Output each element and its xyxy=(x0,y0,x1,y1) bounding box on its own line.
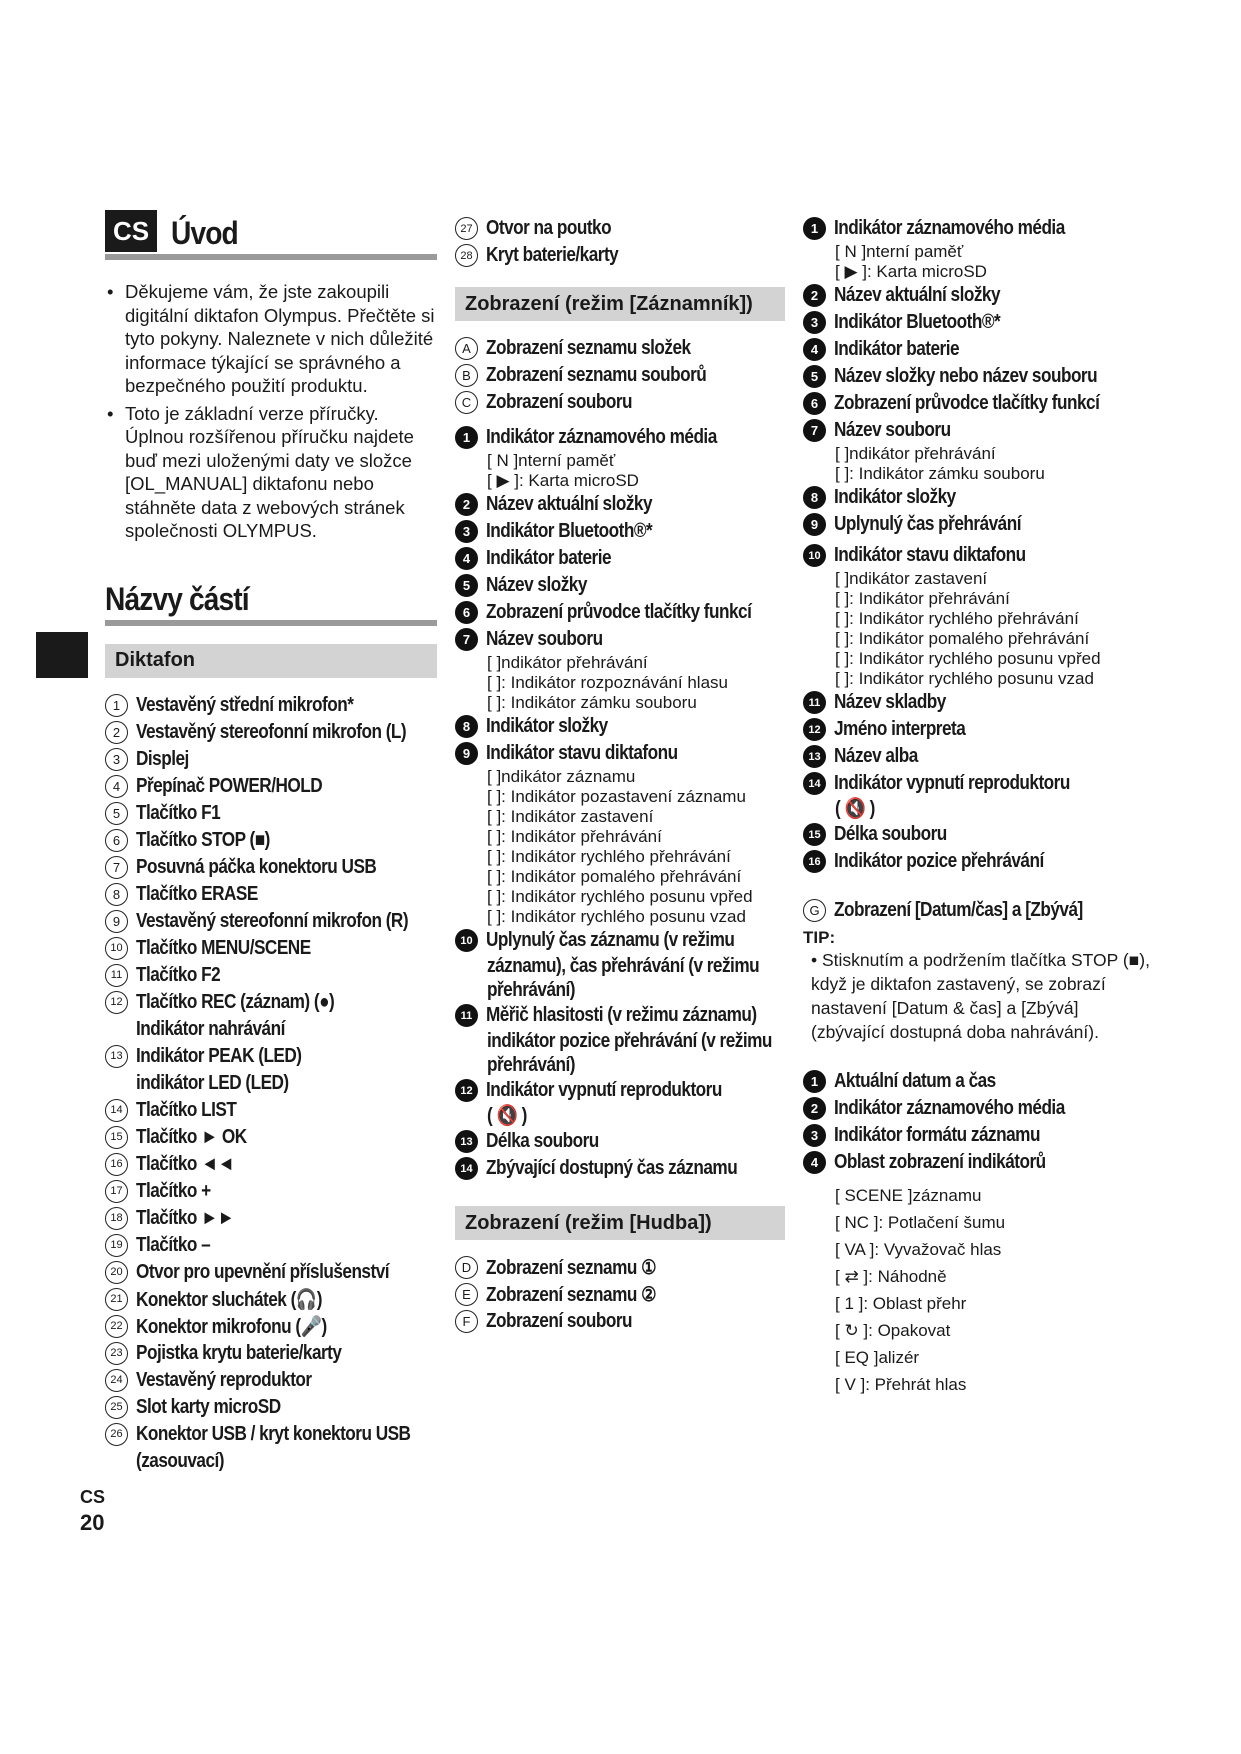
item-label: Tlačítko F1 xyxy=(136,801,221,824)
indicator-icon-row: [ ⇄ ]: Náhodně xyxy=(835,1267,947,1286)
indicator-icon-list xyxy=(803,1182,1153,1398)
num-5: 5 xyxy=(455,574,478,597)
list-item xyxy=(455,1308,785,1335)
sub: [ ]: Indikátor rychlého posunu vzad xyxy=(835,669,1094,688)
sub: [ ]: Indikátor přehrávání xyxy=(487,827,662,846)
sub: [ ]: Indikátor rychlého posunu vpřed xyxy=(487,887,753,906)
sub: [ ]: Indikátor pozastavení záznamu xyxy=(487,787,746,806)
list-item xyxy=(105,1286,437,1313)
label: Uplynulý čas záznamu (v režimu xyxy=(486,929,735,951)
parts-list xyxy=(105,692,437,1475)
item-label: Tlačítko ► OK xyxy=(136,1125,247,1148)
label: Indikátor pozice přehrávání xyxy=(834,850,1044,872)
list-item xyxy=(105,773,437,800)
label-cont: ( 🔇 ) xyxy=(835,798,875,820)
sub: [ ]: Indikátor rychlého posunu vzad xyxy=(487,907,746,926)
item-number: 21 xyxy=(105,1288,128,1311)
list-item xyxy=(455,242,785,269)
list-item xyxy=(105,935,437,962)
sub: [ ]ndikátor záznamu xyxy=(487,767,636,786)
item-number: 24 xyxy=(105,1369,128,1392)
list-item xyxy=(105,1178,437,1205)
page-number: 20 xyxy=(80,1510,105,1535)
num-11: 11 xyxy=(455,1004,478,1027)
item-label: indikátor LED (LED) xyxy=(136,1071,289,1094)
num-7: 7 xyxy=(455,628,478,651)
label: Název souboru xyxy=(834,419,951,441)
num-4: 4 xyxy=(803,1151,826,1174)
list-item xyxy=(105,746,437,773)
band-diktafon xyxy=(105,644,437,678)
item-label: Indikátor PEAK (LED) xyxy=(136,1044,302,1067)
list-item xyxy=(105,1043,437,1070)
item-number: 1 xyxy=(105,694,128,717)
sub: [ ]: Indikátor rychlého přehrávání xyxy=(835,609,1079,628)
item-number: 23 xyxy=(105,1342,128,1365)
views-recorder xyxy=(455,335,785,416)
item-label: Pojistka krytu baterie/karty xyxy=(136,1341,342,1364)
item-number: 25 xyxy=(105,1396,128,1419)
section-title: Názvy částí xyxy=(105,580,249,617)
num-1: 1 xyxy=(803,1070,826,1093)
item-label: Zobrazení seznamu složek xyxy=(486,337,691,359)
item-label: Slot karty microSD xyxy=(136,1395,281,1418)
item-number: 28 xyxy=(455,244,478,267)
tip-text: • Stisknutím a podržením tlačítka STOP (■), když je diktafon zastavený, se zobrazí nastavení [Datum & čas] a [Zbývá] (zbývající dostupná doba nahrávání). xyxy=(811,950,1150,1042)
item-number: 4 xyxy=(105,775,128,798)
sub: [ ]ndikátor přehrávání xyxy=(835,444,996,463)
item-label: Zobrazení souboru xyxy=(486,391,633,413)
section-tab-marker xyxy=(36,632,88,678)
indicator-icon-row: [ 1 ]: Oblast přehr xyxy=(835,1294,967,1313)
item-label: Displej xyxy=(136,747,189,770)
indicator-icon-row: [ VA ]: Vyvažovač hlas xyxy=(835,1240,1002,1259)
item-number: 16 xyxy=(105,1153,128,1176)
band-label: Diktafon xyxy=(115,649,195,671)
num-14: 14 xyxy=(455,1157,478,1180)
list-item xyxy=(105,908,437,935)
num-9: 9 xyxy=(455,742,478,765)
date-indicators xyxy=(803,1068,1153,1398)
item-label: Zobrazení seznamu ② xyxy=(486,1284,657,1306)
label: Indikátor záznamového média xyxy=(834,1097,1065,1119)
list-item xyxy=(105,854,437,881)
item-label: Tlačítko ◄◄ xyxy=(136,1152,235,1175)
label: Indikátor vypnutí reproduktoru xyxy=(834,772,1070,794)
list-item xyxy=(105,1394,437,1421)
sub: [ ]: Indikátor pomalého přehrávání xyxy=(835,629,1090,648)
letter-g: G xyxy=(803,899,826,922)
num-16: 16 xyxy=(803,850,826,873)
list-item xyxy=(105,1340,437,1367)
column-3 xyxy=(803,215,1153,1398)
item-label: Tlačítko ►► xyxy=(136,1206,235,1229)
label: Oblast zobrazení indikátorů xyxy=(834,1151,1046,1173)
label: Zobrazení průvodce tlačítky funkcí xyxy=(486,601,752,623)
label: Délka souboru xyxy=(834,823,947,845)
label: Indikátor vypnutí reproduktoru xyxy=(486,1079,722,1101)
num-1: 1 xyxy=(803,217,826,240)
item-number: A xyxy=(455,337,478,360)
footer-lang: CS xyxy=(80,1487,106,1507)
sub: [ ]: Indikátor rychlého přehrávání xyxy=(487,847,731,866)
num-13: 13 xyxy=(803,745,826,768)
label: Zobrazení [Datum/čas] a [Zbývá] xyxy=(834,899,1083,921)
intro-bullets xyxy=(105,280,437,543)
item-number: 18 xyxy=(105,1207,128,1230)
list-item xyxy=(105,881,437,908)
num-12: 12 xyxy=(803,718,826,741)
item-label: Tlačítko + xyxy=(136,1179,211,1202)
num-9: 9 xyxy=(803,513,826,536)
label: Indikátor baterie xyxy=(834,338,960,360)
item-label: Tlačítko REC (záznam) (●) xyxy=(136,990,335,1013)
num-6: 6 xyxy=(455,601,478,624)
item-label: Tlačítko STOP (■) xyxy=(136,828,270,851)
indicator-icon-row: [ V ]: Přehrát hlas xyxy=(835,1375,967,1394)
list-item xyxy=(105,1016,437,1043)
item-label: Otvor na poutko xyxy=(486,217,612,239)
label: Indikátor Bluetooth®* xyxy=(486,520,653,542)
num-12: 12 xyxy=(455,1079,478,1102)
list-item xyxy=(455,1281,785,1308)
num-8: 8 xyxy=(455,715,478,738)
item-number: 3 xyxy=(105,748,128,771)
intro-bullet: • Toto je základní verze příručky. Úplnou rozšířenou příručku najdete buď mezi uloženými daty ve složce [OL_MANUAL] diktafonu nebo stáhněte data z webových stránek společnosti OLYMPUS. xyxy=(105,402,437,543)
label: Zobrazení průvodce tlačítky funkcí xyxy=(834,392,1100,414)
list-item xyxy=(105,719,437,746)
num-10: 10 xyxy=(803,544,826,567)
item-number: 22 xyxy=(105,1315,128,1338)
intro-title: Úvod xyxy=(171,215,238,251)
label: Uplynulý čas přehrávání xyxy=(834,513,1021,535)
num-10: 10 xyxy=(455,929,478,952)
item-number: 27 xyxy=(455,217,478,240)
item-label: Zobrazení seznamu ① xyxy=(486,1257,657,1279)
intro-header xyxy=(105,210,437,252)
label: Indikátor složky xyxy=(834,486,956,508)
indicator-icon-row: [ NC ]: Potlačení šumu xyxy=(835,1213,1006,1232)
sub: [ ]: Indikátor přehrávání xyxy=(835,589,1010,608)
item-number: 5 xyxy=(105,802,128,825)
sub: [ ]ndikátor přehrávání xyxy=(487,653,648,672)
language-tag: CS xyxy=(105,210,157,252)
column-1 xyxy=(105,210,437,1475)
item-label: Zobrazení seznamu souborů xyxy=(486,364,707,386)
item-label: Konektor USB / kryt konektoru USB xyxy=(136,1422,411,1445)
num-4: 4 xyxy=(803,338,826,361)
num-7: 7 xyxy=(803,419,826,442)
label: Název aktuální složky xyxy=(834,284,1001,306)
label: Indikátor stavu diktafonu xyxy=(486,742,678,764)
indicator-icon-row: [ SCENE ]záznamu xyxy=(835,1186,982,1205)
item-label: Vestavěný reproduktor xyxy=(136,1368,312,1391)
section-rule xyxy=(105,620,437,626)
item-number: 12 xyxy=(105,991,128,1014)
item-number: 10 xyxy=(105,937,128,960)
item-label: Vestavěný stereofonní mikrofon (L) xyxy=(136,720,407,743)
band-label: Zobrazení (režim [Hudba]) xyxy=(465,1211,712,1234)
num-8: 8 xyxy=(803,486,826,509)
label: Název složky nebo název souboru xyxy=(834,365,1098,387)
item-number: 11 xyxy=(105,964,128,987)
column-2 xyxy=(455,215,785,1335)
list-item xyxy=(105,1097,437,1124)
label: Indikátor složky xyxy=(486,715,608,737)
item-label: Posuvná páčka konektoru USB xyxy=(136,855,377,878)
item-number: 6 xyxy=(105,829,128,852)
num-2: 2 xyxy=(803,1097,826,1120)
list-item xyxy=(105,989,437,1016)
item-number: 15 xyxy=(105,1126,128,1149)
sub: [ ▶ ]: Karta microSD xyxy=(487,471,639,490)
list-item xyxy=(105,800,437,827)
num-5: 5 xyxy=(803,365,826,388)
label: Název aktuální složky xyxy=(486,493,653,515)
item-number: D xyxy=(455,1256,478,1279)
item-label: Tlačítko ERASE xyxy=(136,882,258,905)
item-label: Konektor mikrofonu (🎤) xyxy=(136,1315,327,1338)
label: Indikátor baterie xyxy=(486,547,612,569)
item-number: 13 xyxy=(105,1045,128,1068)
label-cont: indikátor pozice přehrávání (v režimu xyxy=(487,1030,772,1052)
parts-list-continued xyxy=(455,215,785,269)
label: Název skladby xyxy=(834,691,946,713)
recorder-indicators xyxy=(455,424,785,1182)
title-rule xyxy=(105,254,437,260)
item-label: Konektor sluchátek (🎧) xyxy=(136,1288,322,1311)
item-label: Tlačítko – xyxy=(136,1233,211,1256)
item-label: Kryt baterie/karty xyxy=(486,244,619,266)
band-music-mode xyxy=(455,1206,785,1240)
item-number: 19 xyxy=(105,1234,128,1257)
list-item xyxy=(105,1421,437,1448)
item-label: Indikátor nahrávání xyxy=(136,1017,285,1040)
item-label: Otvor pro upevnění příslušenství xyxy=(136,1260,390,1283)
list-item xyxy=(105,692,437,719)
list-item xyxy=(455,362,785,389)
list-item xyxy=(105,1124,437,1151)
sub: [ ▶ ]: Karta microSD xyxy=(835,262,987,281)
label-cont: přehrávání) xyxy=(487,1054,576,1076)
num-4: 4 xyxy=(455,547,478,570)
item-number: 7 xyxy=(105,856,128,879)
item-number: 2 xyxy=(105,721,128,744)
label: Indikátor Bluetooth®* xyxy=(834,311,1001,333)
list-item xyxy=(455,335,785,362)
item-label: (zasouvací) xyxy=(136,1449,225,1472)
list-item xyxy=(105,1070,437,1097)
item-label: Tlačítko F2 xyxy=(136,963,221,986)
tip-label: TIP: xyxy=(803,928,836,947)
list-item xyxy=(105,1232,437,1259)
item-label: Tlačítko MENU/SCENE xyxy=(136,936,311,959)
views-music xyxy=(455,1254,785,1335)
list-item xyxy=(455,215,785,242)
item-number: 17 xyxy=(105,1180,128,1203)
item-number: 9 xyxy=(105,910,128,933)
list-item xyxy=(455,1254,785,1281)
list-item xyxy=(455,389,785,416)
item-number: 20 xyxy=(105,1261,128,1284)
num-13: 13 xyxy=(455,1130,478,1153)
num-11: 11 xyxy=(803,691,826,714)
label: Indikátor záznamového média xyxy=(486,426,717,448)
list-item xyxy=(105,827,437,854)
label: Název souboru xyxy=(486,628,603,650)
label: Indikátor záznamového média xyxy=(834,217,1065,239)
sub: [ ]: Indikátor zámku souboru xyxy=(835,464,1045,483)
sub: [ ]: Indikátor pomalého přehrávání xyxy=(487,867,742,886)
label-cont: záznamu), čas přehrávání (v režimu xyxy=(487,955,760,977)
band-recorder-mode xyxy=(455,287,785,321)
num-15: 15 xyxy=(803,823,826,846)
item-number: 26 xyxy=(105,1423,128,1446)
list-item xyxy=(105,1313,437,1340)
item-number: 14 xyxy=(105,1099,128,1122)
item-number: F xyxy=(455,1310,478,1333)
item-label: Tlačítko LIST xyxy=(136,1098,237,1121)
indicator-icon-row: [ ↻ ]: Opakovat xyxy=(835,1321,951,1340)
item-label: Zobrazení souboru xyxy=(486,1310,633,1332)
label: Měřič hlasitosti (v režimu záznamu) xyxy=(486,1004,757,1026)
list-item xyxy=(105,962,437,989)
list-item xyxy=(105,1367,437,1394)
num-1: 1 xyxy=(455,426,478,449)
num-2: 2 xyxy=(803,284,826,307)
intro-bullet: • Děkujeme vám, že jste zakoupili digitální diktafon Olympus. Přečtěte si tyto pokyny. Naleznete v nich důležité informace týkající se správného a bezpečného použití produktu. xyxy=(105,280,437,398)
sub: [ ]: Indikátor rozpoznávání hlasu xyxy=(487,673,728,692)
band-label: Zobrazení (režim [Záznamník]) xyxy=(465,292,753,315)
label: Aktuální datum a čas xyxy=(834,1070,996,1092)
item-label: Vestavěný stereofonní mikrofon (R) xyxy=(136,909,409,932)
sub: [ ]: Indikátor zámku souboru xyxy=(487,693,697,712)
item-number: 8 xyxy=(105,883,128,906)
sub: [ ]: Indikátor zastavení xyxy=(487,807,654,826)
num-3: 3 xyxy=(803,1124,826,1147)
label: Indikátor formátu záznamu xyxy=(834,1124,1040,1146)
label: Zbývající dostupný čas záznamu xyxy=(486,1157,738,1179)
sub: [ N ]nterní paměť xyxy=(835,242,964,261)
num-2: 2 xyxy=(455,493,478,516)
list-item xyxy=(105,1259,437,1286)
item-number: B xyxy=(455,364,478,387)
item-label: Vestavěný střední mikrofon* xyxy=(136,693,354,716)
sub: [ ]: Indikátor rychlého posunu vpřed xyxy=(835,649,1101,668)
label: Indikátor stavu diktafonu xyxy=(834,544,1026,566)
label: Jméno interpreta xyxy=(834,718,966,740)
list-item xyxy=(105,1151,437,1178)
label-cont: přehrávání) xyxy=(487,979,576,1001)
item-number: E xyxy=(455,1283,478,1306)
num-3: 3 xyxy=(803,311,826,334)
item-number: C xyxy=(455,391,478,414)
list-item xyxy=(105,1205,437,1232)
sub: [ N ]nterní paměť xyxy=(487,451,616,470)
label: Název alba xyxy=(834,745,918,767)
sub: [ ]ndikátor zastavení xyxy=(835,569,988,588)
num-14: 14 xyxy=(803,772,826,795)
label-cont: ( 🔇 ) xyxy=(487,1105,527,1127)
list-item xyxy=(105,1448,437,1475)
indicator-icon-row: [ EQ ]alizér xyxy=(835,1348,920,1367)
label: Délka souboru xyxy=(486,1130,599,1152)
num-3: 3 xyxy=(455,520,478,543)
label: Název složky xyxy=(486,574,587,596)
num-6: 6 xyxy=(803,392,826,415)
item-label: Přepínač POWER/HOLD xyxy=(136,774,323,797)
